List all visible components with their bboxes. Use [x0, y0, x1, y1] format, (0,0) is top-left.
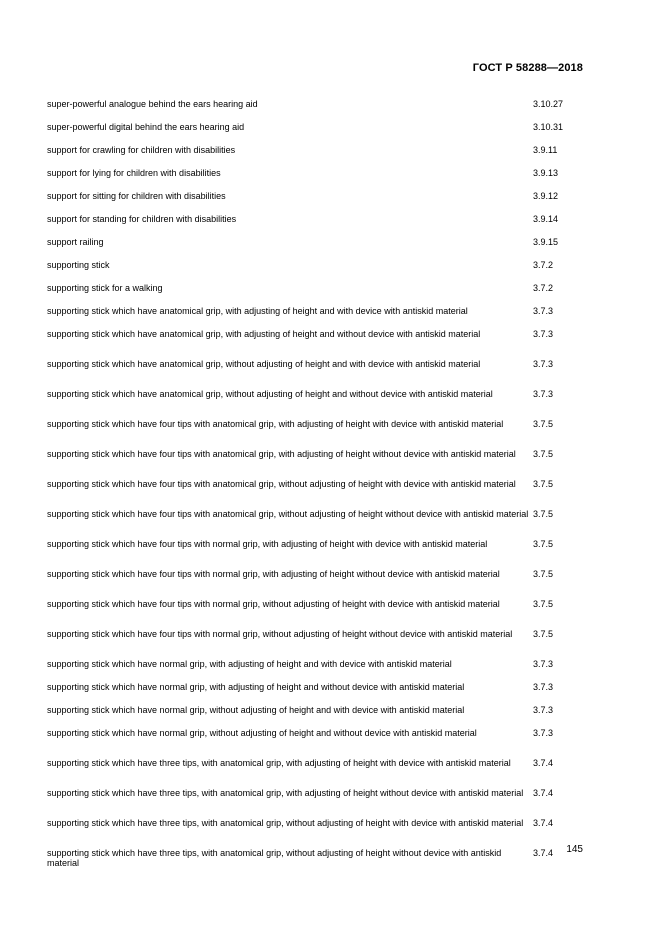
index-reference: 3.9.11: [533, 145, 558, 155]
index-term: supporting stick which have four tips with anatomical grip, with adjusting of height without device with antiskid material: [47, 449, 516, 459]
index-row: [47, 302, 587, 325]
index-reference: 3.9.12: [533, 191, 559, 201]
index-reference: 3.7.5: [533, 509, 554, 519]
index-term: supporting stick which have three tips, with anatomical grip, without adjusting of height with device with antiskid material: [47, 818, 524, 828]
index-reference: 3.7.4: [533, 848, 554, 858]
index-row: [47, 678, 587, 701]
index-reference: 3.7.2: [533, 260, 554, 270]
index-row: [47, 655, 587, 678]
index-reference: 3.7.5: [533, 479, 554, 489]
index-row: [47, 445, 587, 475]
index-reference: 3.10.27: [533, 99, 564, 109]
index-term: supporting stick which have three tips, with anatomical grip, without adjusting of height without device with antiskid material: [47, 848, 502, 868]
index-reference: 3.7.5: [533, 449, 554, 459]
index-term: supporting stick which have four tips with anatomical grip, without adjusting of height with device with antiskid material: [47, 479, 516, 489]
index-reference: 3.7.3: [533, 306, 554, 316]
index-row: [47, 754, 587, 784]
index-term: support railing: [47, 237, 104, 247]
index-term: support for crawling for children with disabilities: [47, 145, 236, 155]
index-term: supporting stick which have four tips with normal grip, without adjusting of height with device with antiskid material: [47, 599, 500, 609]
index-term: supporting stick which have anatomical grip, with adjusting of height and without device with antiskid material: [47, 329, 481, 339]
index-term: support for standing for children with disabilities: [47, 214, 237, 224]
index-reference: 3.7.5: [533, 599, 554, 609]
index-row: [47, 210, 587, 233]
index-term: support for sitting for children with disabilities: [47, 191, 226, 201]
index-row: [47, 233, 587, 256]
terms-index-body: [47, 95, 587, 874]
index-row: [47, 475, 587, 505]
index-row: [47, 95, 587, 118]
index-row: [47, 701, 587, 724]
index-term: super-powerful analogue behind the ears hearing aid: [47, 99, 258, 109]
index-term: support for lying for children with disabilities: [47, 168, 221, 178]
index-row: [47, 535, 587, 565]
index-row: [47, 784, 587, 814]
index-term: supporting stick which have three tips, with anatomical grip, with adjusting of height without device with antiskid material: [47, 788, 524, 798]
index-reference: 3.7.3: [533, 389, 554, 399]
index-term: supporting stick: [47, 260, 110, 270]
index-term: supporting stick which have normal grip, without adjusting of height and with device with antiskid material: [47, 705, 465, 715]
index-row: [47, 279, 587, 302]
index-reference: 3.7.3: [533, 359, 554, 369]
index-row: [47, 595, 587, 625]
index-reference: 3.9.15: [533, 237, 559, 247]
index-reference: 3.7.5: [533, 539, 554, 549]
index-row: [47, 325, 587, 355]
terms-index-table: [47, 95, 587, 874]
index-row: [47, 355, 587, 385]
index-reference: 3.9.14: [533, 214, 559, 224]
index-reference: 3.7.4: [533, 788, 554, 798]
document-header: ГОСТ Р 58288—2018: [472, 62, 583, 74]
index-row: [47, 625, 587, 655]
index-row: [47, 118, 587, 141]
index-row: [47, 505, 587, 535]
index-reference: 3.7.5: [533, 629, 554, 639]
index-reference: 3.10.31: [533, 122, 564, 132]
index-term: supporting stick which have anatomical grip, with adjusting of height and with device with antiskid material: [47, 306, 468, 316]
index-term: supporting stick which have four tips with normal grip, with adjusting of height without device with antiskid material: [47, 569, 500, 579]
index-term: supporting stick which have four tips with normal grip, without adjusting of height without device with antiskid material: [47, 629, 513, 639]
index-term: supporting stick which have normal grip, without adjusting of height and without device with antiskid material: [47, 728, 477, 738]
index-term: supporting stick which have anatomical grip, without adjusting of height and without device with antiskid material: [47, 389, 493, 399]
index-row: [47, 415, 587, 445]
index-row: [47, 565, 587, 595]
index-term: supporting stick which have normal grip, with adjusting of height and without device with antiskid material: [47, 682, 465, 692]
index-reference: 3.7.3: [533, 728, 554, 738]
index-term: supporting stick which have four tips with anatomical grip, without adjusting of height without device with antiskid material: [47, 509, 529, 519]
page-number: 145: [566, 844, 583, 855]
index-row: [47, 164, 587, 187]
index-term: supporting stick which have anatomical grip, without adjusting of height and with device with antiskid material: [47, 359, 481, 369]
index-term: supporting stick which have four tips with normal grip, with adjusting of height with device with antiskid material: [47, 539, 488, 549]
index-term: supporting stick which have three tips, with anatomical grip, with adjusting of height with device with antiskid material: [47, 758, 511, 768]
index-reference: 3.9.13: [533, 168, 559, 178]
index-row: [47, 187, 587, 210]
index-row: [47, 385, 587, 415]
index-row: [47, 256, 587, 279]
index-term: supporting stick which have four tips with anatomical grip, with adjusting of height with device with antiskid material: [47, 419, 504, 429]
index-reference: 3.7.2: [533, 283, 554, 293]
index-row: [47, 141, 587, 164]
index-row: [47, 724, 587, 754]
index-row: [47, 814, 587, 844]
index-reference: 3.7.4: [533, 818, 554, 828]
index-term: supporting stick which have normal grip, with adjusting of height and with device with antiskid material: [47, 659, 452, 669]
index-term: super-powerful digital behind the ears hearing aid: [47, 122, 245, 132]
index-term: supporting stick for a walking: [47, 283, 163, 293]
index-reference: 3.7.4: [533, 758, 554, 768]
index-reference: 3.7.5: [533, 569, 554, 579]
index-reference: 3.7.3: [533, 682, 554, 692]
index-reference: 3.7.3: [533, 329, 554, 339]
index-reference: 3.7.3: [533, 705, 554, 715]
index-reference: 3.7.3: [533, 659, 554, 669]
index-reference: 3.7.5: [533, 419, 554, 429]
index-row: [47, 844, 587, 874]
